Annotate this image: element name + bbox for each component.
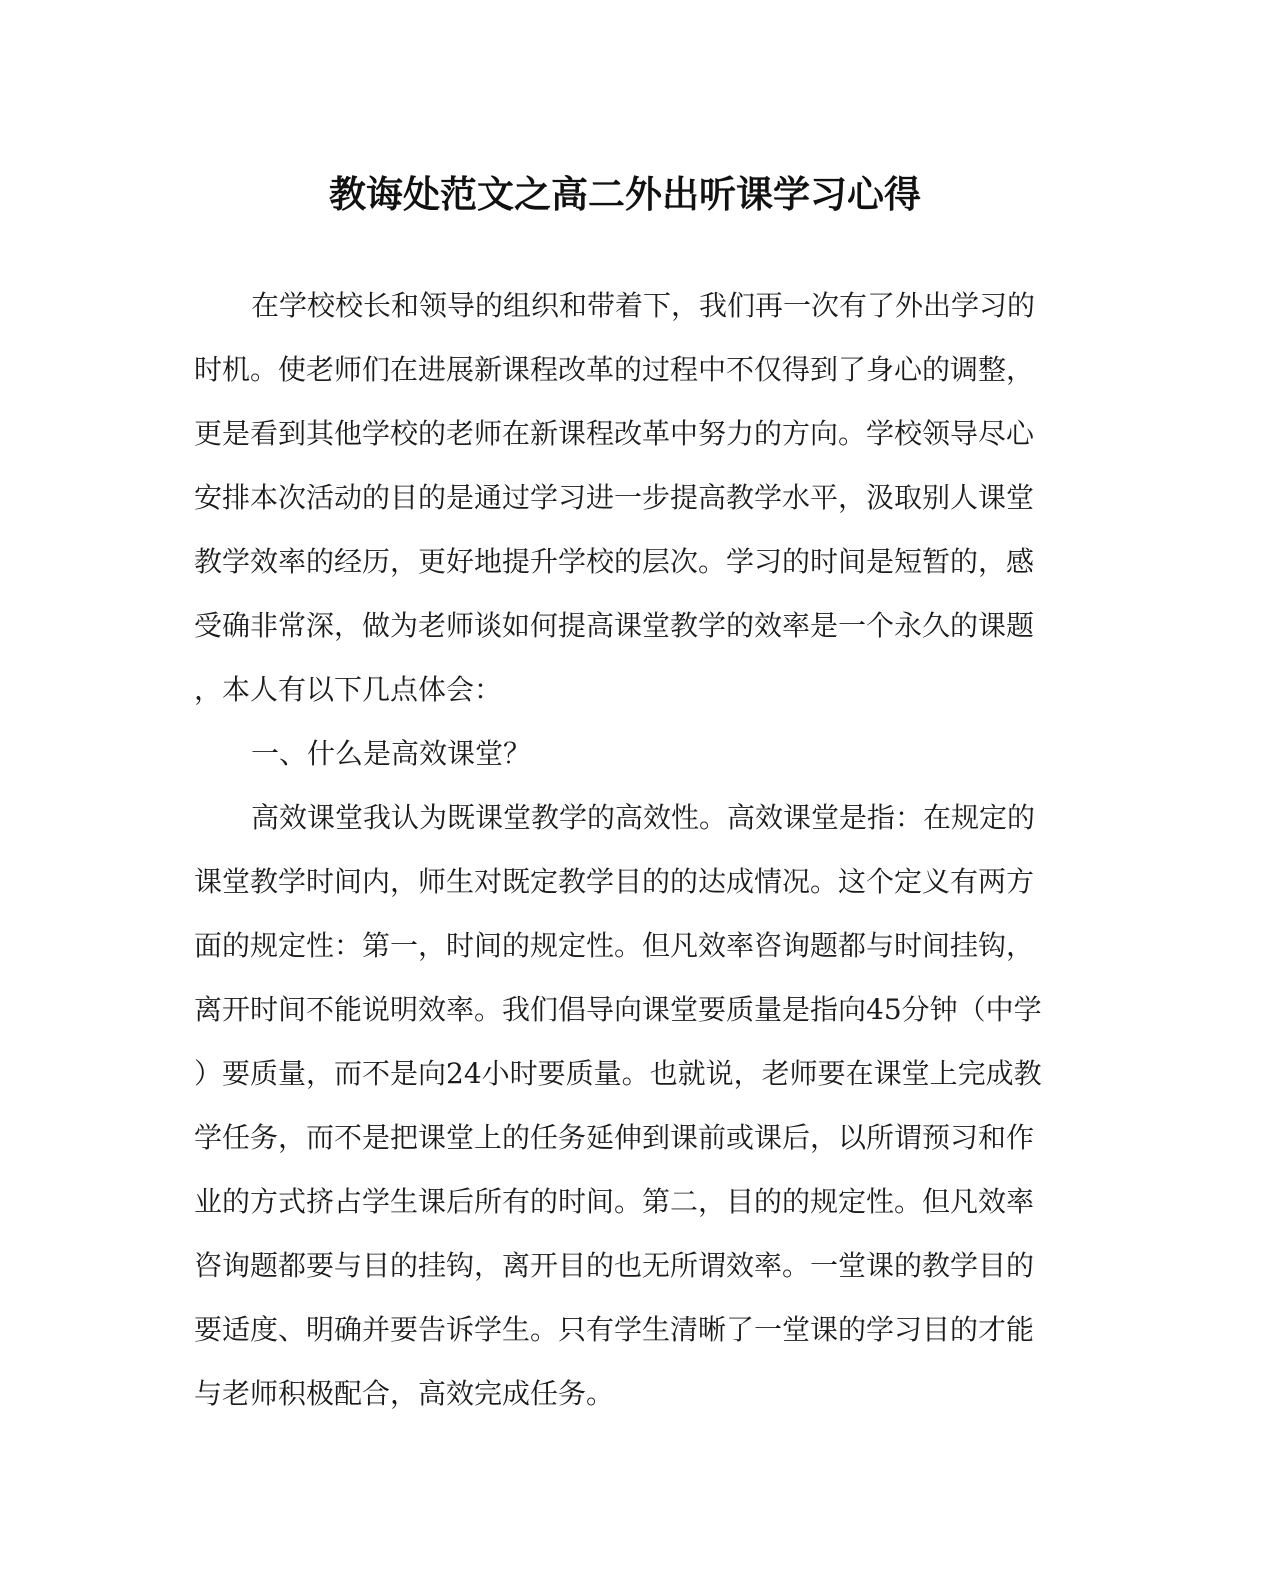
paragraph-2-line-4: 离开时间不能说明效率。我们倡导向课堂要质量是指向45分钟（中学 (194, 993, 1042, 1026)
paragraph-1-line-3: 更是看到其他学校的老师在新课程改革中努力的方向。学校领导尽心 (194, 417, 1035, 450)
paragraph-1-line-2: 时机。使老师们在进展新课程改革的过程中不仅得到了身心的调整， (194, 353, 1035, 386)
document-body (194, 274, 1052, 1426)
paragraph-1-line-4: 安排本次活动的目的是通过学习进一步提高教学水平，汲取别人课堂 (194, 481, 1035, 514)
document-title: 教诲处范文之高二外出听课学习心得 (329, 172, 921, 216)
paragraph-2-line-2: 课堂教学时间内，师生对既定教学目的的达成情况。这个定义有两方 (194, 865, 1035, 898)
paragraph-1-line-6: 受确非常深，做为老师谈如何提高课堂教学的效率是一个永久的课题 (194, 609, 1035, 642)
paragraph-1-line-1: 在学校校长和领导的组织和带着下，我们再一次有了外出学习的 (251, 289, 1036, 322)
paragraph-2-line-8: 咨询题都要与目的挂钩，离开目的也无所谓效率。一堂课的教学目的 (194, 1249, 1035, 1282)
paragraph-2-line-10: 与老师积极配合，高效完成任务。 (194, 1377, 615, 1410)
section-heading: 一、什么是高效课堂？ (251, 737, 532, 770)
paragraph-1-line-5: 教学效率的经历，更好地提升学校的层次。学习的时间是短暂的，感 (194, 545, 1035, 578)
paragraph-2-line-7: 业的方式挤占学生课后所有的时间。第二，目的的规定性。但凡效率 (194, 1185, 1035, 1218)
paragraph-2-line-3: 面的规定性：第一，时间的规定性。但凡效率咨询题都与时间挂钩， (194, 929, 1035, 962)
paragraph-2-line-1: 高效课堂我认为既课堂教学的高效性。高效课堂是指：在规定的 (251, 801, 1036, 834)
paragraph-2-line-9: 要适度、明确并要告诉学生。只有学生清晰了一堂课的学习目的才能 (194, 1313, 1035, 1346)
paragraph-1-line-7: ，本人有以下几点体会： (194, 673, 503, 706)
paragraph-2-line-6: 学任务，而不是把课堂上的任务延伸到课前或课后，以所谓预习和作 (194, 1121, 1035, 1154)
paragraph-2-line-5: ）要质量，而不是向24小时要质量。也就说，老师要在课堂上完成教 (194, 1057, 1042, 1090)
